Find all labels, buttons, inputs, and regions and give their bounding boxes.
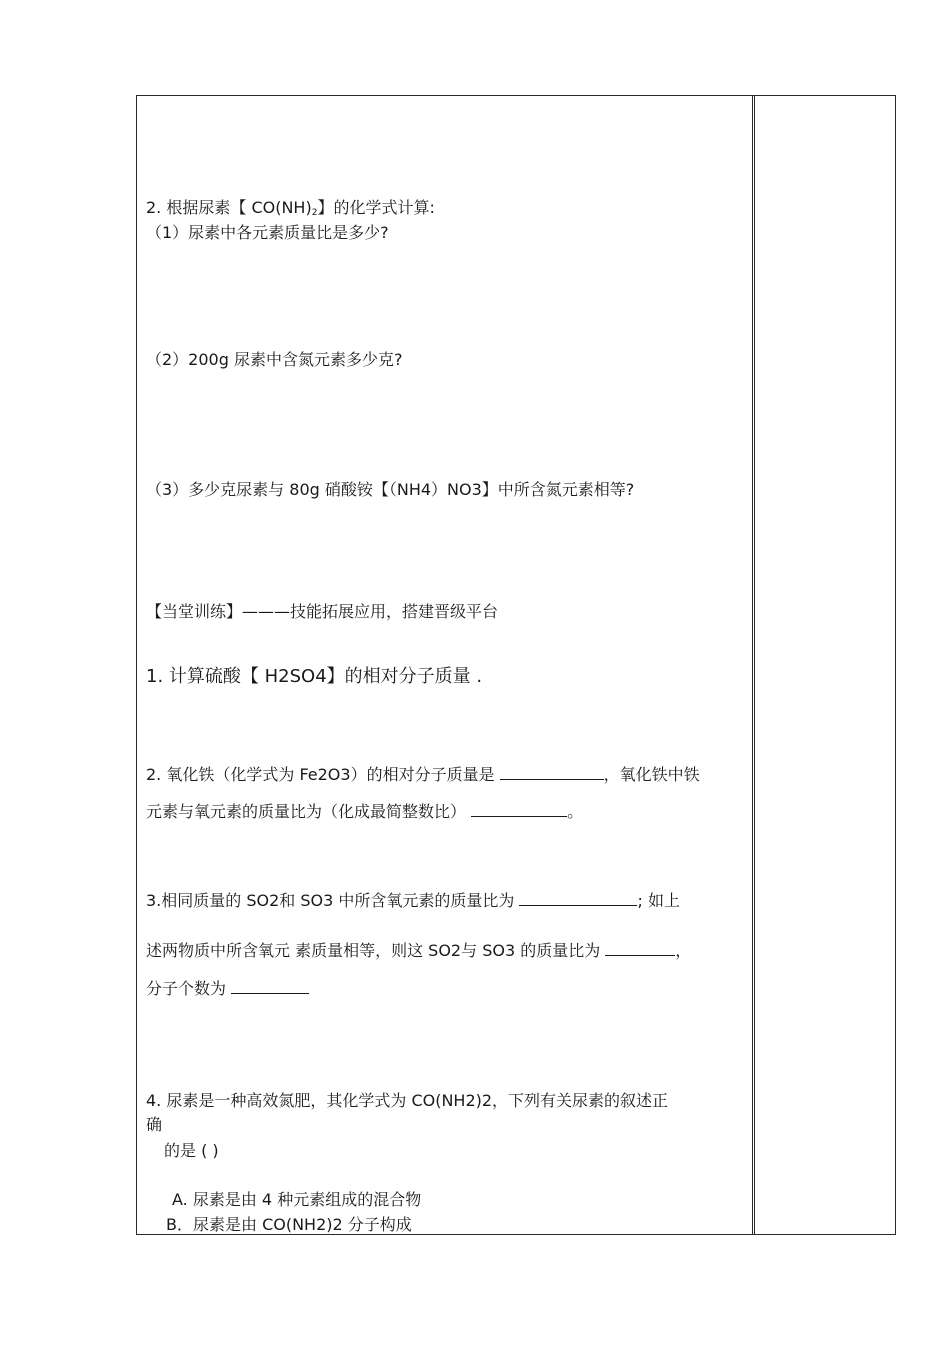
exercise-3-line1: 3.相同质量的 SO2和 SO3 中所含氧元素的质量比为 ; 如上 — [146, 891, 680, 910]
column-divider — [752, 95, 753, 1235]
answer-blank[interactable] — [471, 802, 567, 817]
answer-blank[interactable] — [519, 891, 637, 906]
column-divider-double — [754, 95, 755, 1235]
exercise-2-line1: 2. 氧化铁（化学式为 Fe2O3）的相对分子质量是 ，氧化铁中铁 — [146, 765, 700, 784]
section-title: 【当堂训练】———技能拓展应用，搭建晋级平台 — [146, 602, 499, 621]
answer-blank[interactable] — [231, 979, 309, 994]
exercise-1: 1. 计算硫酸【 H2SO4】的相对分子质量 . — [146, 666, 483, 687]
exercise-2-line2: 元素与氧元素的质量比为（化成最简整数比） 。 — [146, 802, 584, 821]
q2-part2: （2）200g 尿素中含氮元素多少克? — [146, 350, 403, 369]
answer-blank[interactable] — [605, 941, 675, 956]
exercise-4-line1: 4. 尿素是一种高效氮肥，其化学式为 CO(NH2)2，下列有关尿素的叙述正 — [146, 1091, 669, 1110]
table-frame — [136, 95, 896, 1235]
answer-blank[interactable] — [500, 765, 604, 780]
exercise-4-line3: 的是 ( ) — [164, 1141, 219, 1160]
exercise-4-option-a: A. 尿素是由 4 种元素组成的混合物 — [172, 1190, 422, 1209]
q2-part3: （3）多少克尿素与 80g 硝酸铵【（NH4）NO3】中所含氮元素相等? — [146, 480, 635, 499]
exercise-4-option-b: B．尿素是由 CO(NH2)2 分子构成 — [166, 1215, 412, 1234]
exercise-3-line2: 述两物质中所含氧元 素质量相等，则这 SO2与 SO3 的质量比为 ， — [146, 941, 692, 960]
exercise-3-line3: 分子个数为 — [146, 979, 309, 999]
q2-part1: （1）尿素中各元素质量比是多少? — [146, 223, 389, 242]
exercise-4-line2: 确 — [146, 1115, 163, 1134]
q2-title: 2. 根据尿素【 $CO(NH)_2$】的化学式计算: — [146, 198, 435, 218]
